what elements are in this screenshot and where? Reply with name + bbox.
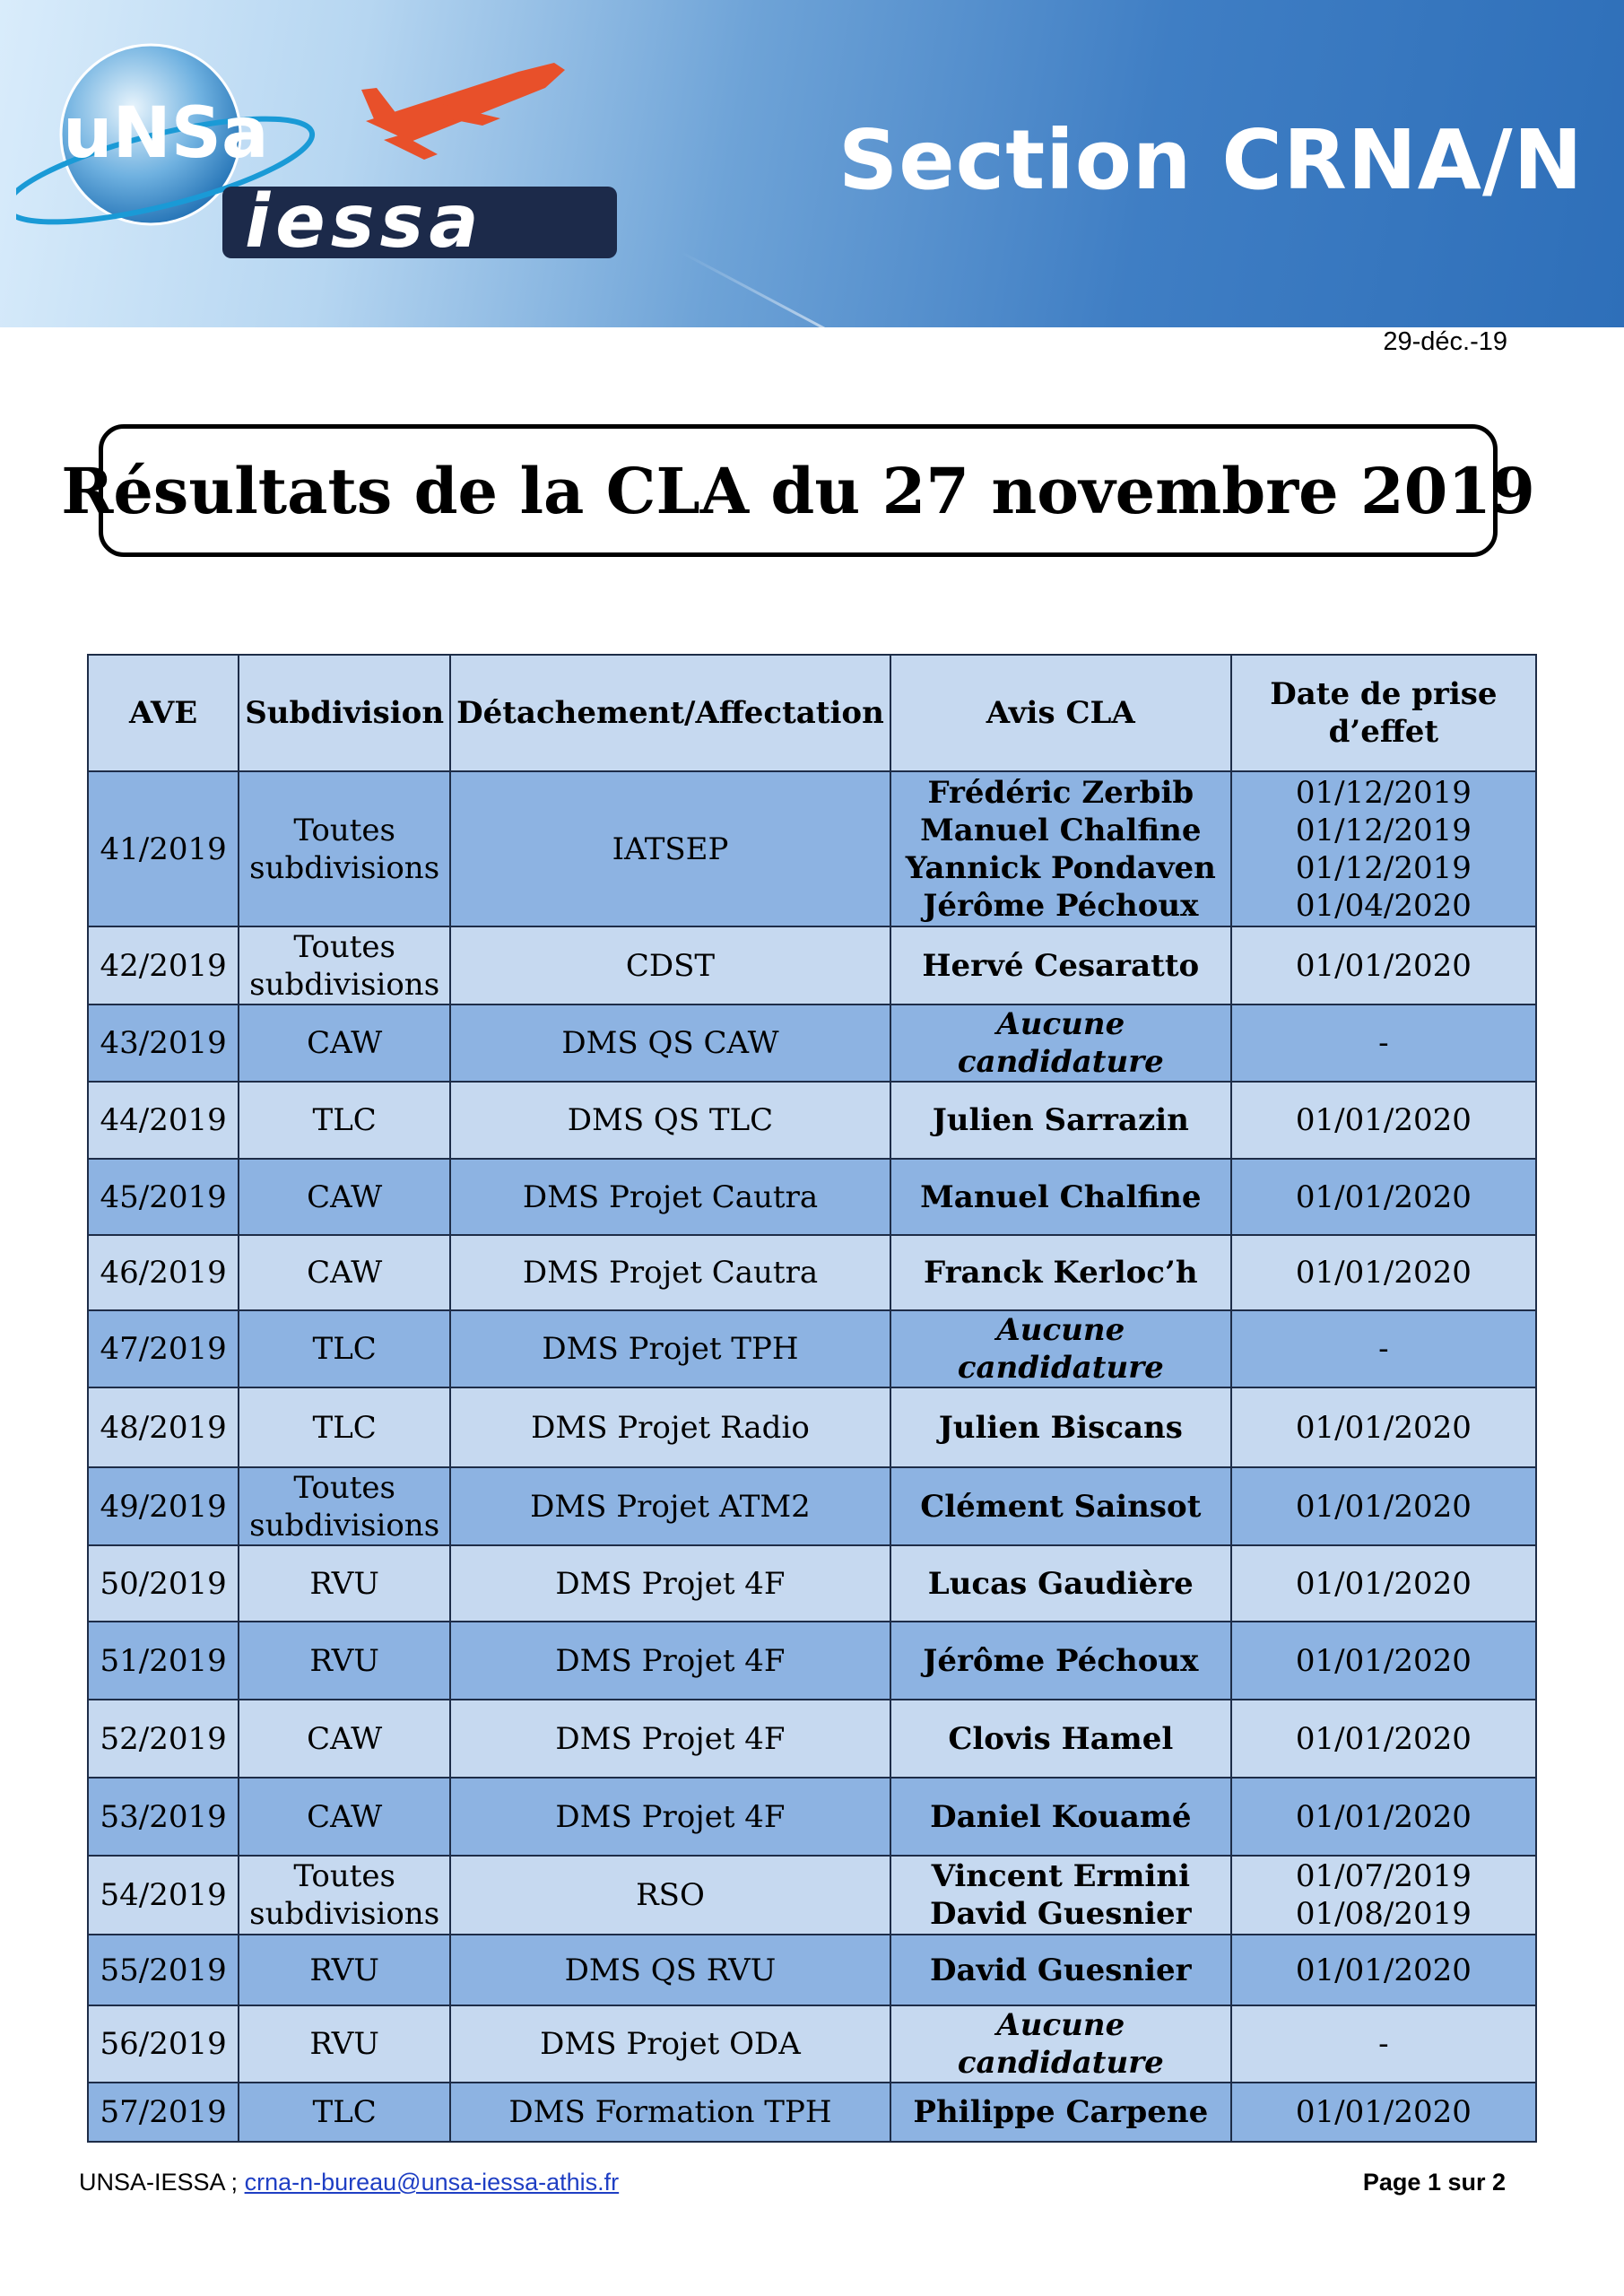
cell-date: [1231, 1700, 1536, 1778]
cell-affectation: DMS Projet ATM2: [450, 1467, 890, 1545]
cell-avis: [890, 1467, 1231, 1545]
cell-affectation: DMS Projet 4F: [450, 1700, 890, 1778]
svg-text:iessa: iessa: [245, 179, 484, 265]
date-line: -: [1378, 2026, 1389, 2062]
cell-affectation: IATSEP: [450, 771, 890, 926]
subdivision-line: Toutes: [293, 1469, 395, 1506]
table-row: [88, 1004, 1536, 1082]
cell-subdivision: [239, 1545, 450, 1622]
date-line: 01/01/2020: [1295, 1952, 1472, 1988]
cell-affectation: DMS Projet Cautra: [450, 1159, 890, 1235]
date-line: -: [1378, 1025, 1389, 1061]
date-line: 01/01/2020: [1295, 2094, 1472, 2130]
subdivision-line: subdivisions: [249, 966, 440, 1003]
date-line: -: [1378, 1331, 1389, 1367]
date-line: 01/01/2020: [1295, 1642, 1472, 1679]
cell-avis: [890, 1700, 1231, 1778]
header-ave: AVE: [88, 655, 239, 771]
cell-ave: 55/2019: [88, 1935, 239, 2005]
subdivision-line: RVU: [309, 1642, 379, 1679]
cell-ave: 52/2019: [88, 1700, 239, 1778]
cell-affectation: DMS Projet Cautra: [450, 1235, 890, 1310]
cell-ave: 47/2019: [88, 1310, 239, 1387]
table-row: [88, 2005, 1536, 2083]
table-row: [88, 926, 1536, 1004]
date-line: 01/01/2020: [1295, 1488, 1472, 1525]
subdivision-line: TLC: [312, 1102, 377, 1138]
subdivision-line: RVU: [309, 2026, 379, 2062]
date-line: 01/12/2019: [1295, 812, 1472, 848]
date-line: 01/01/2020: [1295, 1565, 1472, 1602]
cell-avis: [890, 1310, 1231, 1387]
avis-line: Vincent Ermini: [931, 1858, 1190, 1894]
date-line: 01/12/2019: [1295, 774, 1472, 811]
cell-affectation: DMS Projet Radio: [450, 1387, 890, 1467]
avis-line: David Guesnier: [930, 1896, 1192, 1932]
table-row: [88, 1935, 1536, 2005]
cell-subdivision: [239, 1935, 450, 2005]
unsa-iessa-logo: [16, 36, 644, 278]
date-line: 01/01/2020: [1295, 1409, 1472, 1446]
cell-subdivision: [239, 1622, 450, 1700]
avis-line: Aucune candidature: [957, 2007, 1164, 2081]
cell-ave: 44/2019: [88, 1082, 239, 1159]
date-line: 01/01/2020: [1295, 1255, 1472, 1291]
cell-date: [1231, 926, 1536, 1004]
subdivision-line: Toutes: [293, 928, 395, 965]
subdivision-line: CAW: [307, 1798, 383, 1835]
subdivision-line: Toutes: [293, 812, 395, 848]
cell-avis: [890, 1082, 1231, 1159]
table-row: [88, 1545, 1536, 1622]
subdivision-line: RVU: [309, 1565, 379, 1602]
cell-ave: 45/2019: [88, 1159, 239, 1235]
page-number: Page 1 sur 2: [1362, 2169, 1506, 2196]
avis-line: Frédéric Zerbib: [927, 774, 1194, 811]
cell-ave: 41/2019: [88, 771, 239, 926]
footer-email-link[interactable]: crna-n-bureau@unsa-iessa-athis.fr: [244, 2169, 620, 2196]
avis-line: Jérôme Péchoux: [923, 1642, 1199, 1679]
avis-line: Jérôme Péchoux: [923, 887, 1199, 924]
cell-ave: 48/2019: [88, 1387, 239, 1467]
subdivision-line: CAW: [307, 1178, 383, 1215]
date-line: 01/01/2020: [1295, 1102, 1472, 1138]
header-banner: [0, 0, 1624, 327]
table-row: [88, 1622, 1536, 1700]
cell-affectation: DMS QS TLC: [450, 1082, 890, 1159]
cell-date: [1231, 1235, 1536, 1310]
avis-line: Manuel Chalfine: [920, 812, 1202, 848]
page-title: Résultats de la CLA du 27 novembre 2019: [61, 453, 1535, 528]
cell-avis: [890, 771, 1231, 926]
cell-date: [1231, 2083, 1536, 2142]
avis-line: Philippe Carpene: [913, 2094, 1209, 2130]
cell-affectation: DMS Projet ODA: [450, 2005, 890, 2083]
cell-date: [1231, 771, 1536, 926]
avis-line: David Guesnier: [930, 1952, 1192, 1988]
table-row: [88, 1159, 1536, 1235]
cell-subdivision: [239, 1004, 450, 1082]
document-date: 29-déc.-19: [1383, 327, 1507, 356]
subdivision-line: CAW: [307, 1255, 383, 1291]
avis-line: Daniel Kouamé: [930, 1798, 1192, 1835]
avis-line: Yannick Pondaven: [905, 849, 1216, 886]
table-row: [88, 771, 1536, 926]
avis-line: Lucas Gaudière: [927, 1565, 1194, 1602]
cell-subdivision: [239, 1082, 450, 1159]
cell-subdivision: [239, 2005, 450, 2083]
cell-avis: [890, 926, 1231, 1004]
subdivision-line: CAW: [307, 1025, 383, 1061]
cell-avis: [890, 1159, 1231, 1235]
cell-affectation: DMS Projet 4F: [450, 1622, 890, 1700]
cell-affectation: DMS QS CAW: [450, 1004, 890, 1082]
cell-ave: 49/2019: [88, 1467, 239, 1545]
cell-subdivision: [239, 1467, 450, 1545]
cell-affectation: RSO: [450, 1856, 890, 1935]
cell-subdivision: [239, 2083, 450, 2142]
table-row: [88, 1387, 1536, 1467]
cell-ave: 57/2019: [88, 2083, 239, 2142]
cell-date: [1231, 1387, 1536, 1467]
avis-line: Manuel Chalfine: [920, 1178, 1202, 1215]
cell-subdivision: [239, 771, 450, 926]
header-avis: Avis CLA: [890, 655, 1231, 771]
avis-line: Clément Sainsot: [920, 1488, 1202, 1525]
cell-date: [1231, 1004, 1536, 1082]
cell-affectation: DMS QS RVU: [450, 1935, 890, 2005]
header-affectation: Détachement/Affectation: [450, 655, 890, 771]
subdivision-line: subdivisions: [249, 1507, 440, 1544]
cell-date: [1231, 1545, 1536, 1622]
cell-subdivision: [239, 1310, 450, 1387]
light-streak: [681, 251, 888, 327]
cell-subdivision: [239, 1778, 450, 1856]
table-row: [88, 1310, 1536, 1387]
cell-affectation: DMS Projet 4F: [450, 1778, 890, 1856]
table-row: [88, 1778, 1536, 1856]
cell-date: [1231, 1082, 1536, 1159]
cell-ave: 51/2019: [88, 1622, 239, 1700]
date-line: 01/08/2019: [1295, 1896, 1472, 1932]
cell-avis: [890, 1545, 1231, 1622]
table-row: [88, 1856, 1536, 1935]
subdivision-line: subdivisions: [249, 849, 440, 886]
date-line: 01/12/2019: [1295, 849, 1472, 886]
table-header-row: [88, 655, 1536, 771]
subdivision-line: TLC: [312, 1409, 377, 1446]
table-row: [88, 1700, 1536, 1778]
cell-avis: [890, 2083, 1231, 2142]
date-line: 01/07/2019: [1295, 1858, 1472, 1894]
cell-date: [1231, 1467, 1536, 1545]
table-row: [88, 1082, 1536, 1159]
avis-line: Julien Biscans: [938, 1409, 1183, 1446]
section-title: Section CRNA/N: [838, 112, 1584, 208]
cell-date: [1231, 1778, 1536, 1856]
date-line: 01/01/2020: [1295, 947, 1472, 984]
subdivision-line: subdivisions: [249, 1896, 440, 1932]
cell-affectation: DMS Projet 4F: [450, 1545, 890, 1622]
cell-affectation: DMS Formation TPH: [450, 2083, 890, 2142]
cell-subdivision: [239, 1235, 450, 1310]
cell-avis: [890, 1235, 1231, 1310]
avis-line: Aucune candidature: [957, 1312, 1164, 1386]
avis-line: Franck Kerloc’h: [924, 1255, 1198, 1291]
cell-date: [1231, 1856, 1536, 1935]
avis-line: Aucune candidature: [957, 1006, 1164, 1080]
results-table: [87, 654, 1537, 2143]
date-line: 01/04/2020: [1295, 887, 1472, 924]
cell-date: [1231, 2005, 1536, 2083]
header-date: Date de prise d’effet: [1231, 655, 1536, 771]
avis-line: Hervé Cesaratto: [922, 947, 1200, 984]
cell-ave: 46/2019: [88, 1235, 239, 1310]
cell-ave: 54/2019: [88, 1856, 239, 1935]
cell-date: [1231, 1310, 1536, 1387]
subdivision-line: Toutes: [293, 1858, 395, 1894]
header-subdivision: Subdivision: [239, 655, 450, 771]
cell-subdivision: [239, 1700, 450, 1778]
cell-ave: 43/2019: [88, 1004, 239, 1082]
subdivision-line: CAW: [307, 1720, 383, 1757]
cell-avis: [890, 1778, 1231, 1856]
cell-ave: 50/2019: [88, 1545, 239, 1622]
date-line: 01/01/2020: [1295, 1798, 1472, 1835]
footer-contact: [79, 2169, 619, 2196]
avis-line: Julien Sarrazin: [932, 1102, 1189, 1138]
cell-affectation: DMS Projet TPH: [450, 1310, 890, 1387]
cell-subdivision: [239, 1387, 450, 1467]
table-row: [88, 2083, 1536, 2142]
subdivision-line: RVU: [309, 1952, 379, 1988]
cell-date: [1231, 1622, 1536, 1700]
cell-date: [1231, 1935, 1536, 2005]
cell-date: [1231, 1159, 1536, 1235]
cell-ave: 53/2019: [88, 1778, 239, 1856]
svg-text:uNSa: uNSa: [63, 93, 269, 174]
cell-subdivision: [239, 1856, 450, 1935]
cell-avis: [890, 1004, 1231, 1082]
cell-avis: [890, 1622, 1231, 1700]
table-row: [88, 1467, 1536, 1545]
cell-avis: [890, 1856, 1231, 1935]
cell-avis: [890, 1935, 1231, 2005]
cell-avis: [890, 2005, 1231, 2083]
date-line: 01/01/2020: [1295, 1720, 1472, 1757]
footer-org: UNSA-IESSA ;: [79, 2169, 239, 2196]
date-line: 01/01/2020: [1295, 1178, 1472, 1215]
airplane-icon: [361, 63, 565, 160]
subdivision-line: TLC: [312, 1331, 377, 1367]
cell-affectation: CDST: [450, 926, 890, 1004]
avis-line: Clovis Hamel: [948, 1720, 1174, 1757]
cell-subdivision: [239, 1159, 450, 1235]
cell-ave: 56/2019: [88, 2005, 239, 2083]
table-row: [88, 1235, 1536, 1310]
cell-ave: 42/2019: [88, 926, 239, 1004]
cell-avis: [890, 1387, 1231, 1467]
subdivision-line: TLC: [312, 2094, 377, 2130]
title-box: [61, 424, 1535, 557]
cell-subdivision: [239, 926, 450, 1004]
